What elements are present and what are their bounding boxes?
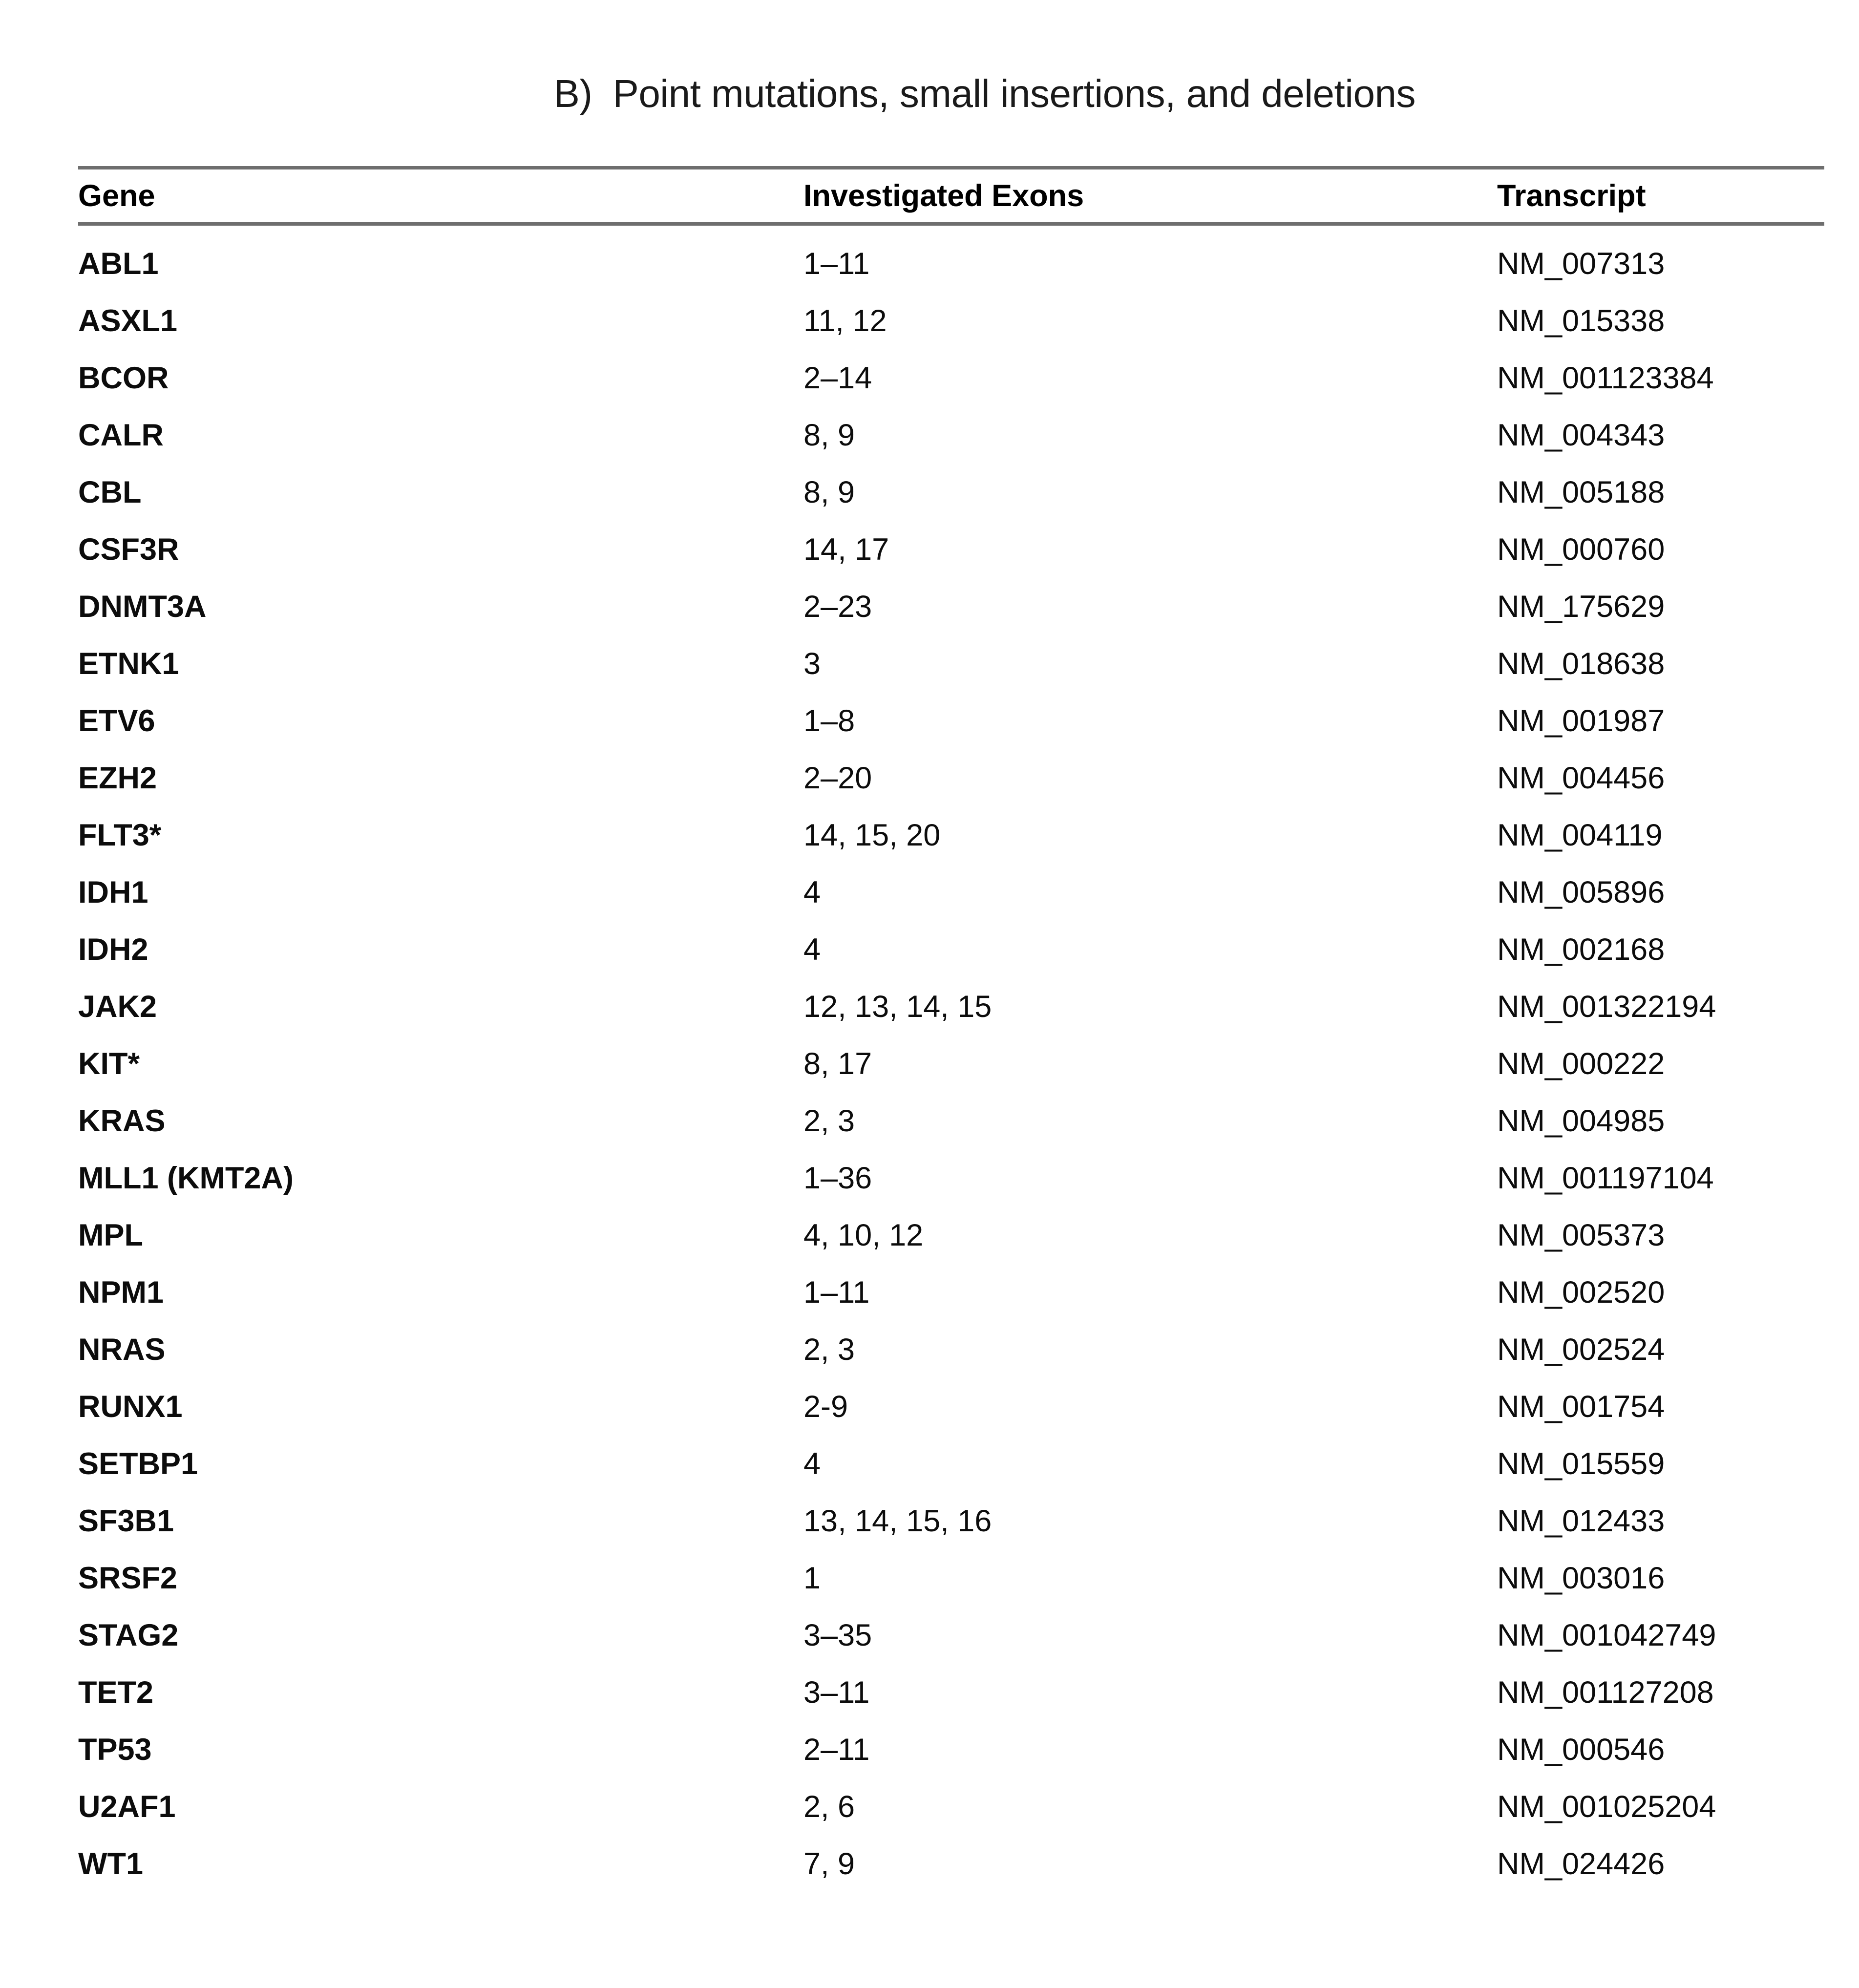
cell-transcript: NM_175629 bbox=[1497, 590, 1665, 624]
cell-transcript: NM_000546 bbox=[1497, 1733, 1665, 1767]
cell-transcript: NM_005373 bbox=[1497, 1218, 1665, 1252]
cell-transcript: NM_012433 bbox=[1497, 1504, 1665, 1538]
table-row bbox=[78, 864, 1824, 921]
table-body bbox=[78, 224, 1824, 1893]
cell-investigated-exons: 2–20 bbox=[803, 761, 872, 795]
cell-transcript: NM_024426 bbox=[1497, 1847, 1665, 1881]
table-row bbox=[78, 1836, 1824, 1893]
cell-investigated-exons: 1–36 bbox=[803, 1161, 872, 1195]
cell-gene: NRAS bbox=[78, 1332, 166, 1367]
cell-investigated-exons: 12, 13, 14, 15 bbox=[803, 990, 992, 1024]
column-header-gene: Gene bbox=[78, 179, 155, 213]
cell-investigated-exons: 8, 9 bbox=[803, 418, 855, 452]
cell-gene: SETBP1 bbox=[78, 1447, 198, 1481]
table-row bbox=[78, 1664, 1824, 1721]
cell-investigated-exons: 3–35 bbox=[803, 1618, 872, 1652]
table-header-row bbox=[78, 168, 1824, 224]
cell-transcript: NM_000760 bbox=[1497, 532, 1665, 567]
cell-gene: EZH2 bbox=[78, 761, 157, 795]
cell-transcript: NM_007313 bbox=[1497, 247, 1665, 281]
table-row bbox=[78, 464, 1824, 521]
cell-transcript: NM_002524 bbox=[1497, 1332, 1665, 1367]
table-row bbox=[78, 578, 1824, 635]
cell-gene: KIT* bbox=[78, 1047, 140, 1081]
cell-investigated-exons: 2–23 bbox=[803, 590, 872, 624]
cell-investigated-exons: 2-9 bbox=[803, 1390, 848, 1424]
cell-gene: NPM1 bbox=[78, 1275, 164, 1310]
table-header bbox=[78, 168, 1824, 224]
cell-transcript: NM_015559 bbox=[1497, 1447, 1665, 1481]
table-row bbox=[78, 635, 1824, 693]
table-row bbox=[78, 1607, 1824, 1664]
cell-investigated-exons: 1–11 bbox=[803, 1275, 870, 1310]
cell-investigated-exons: 8, 9 bbox=[803, 475, 855, 509]
cell-investigated-exons: 1 bbox=[803, 1561, 821, 1595]
cell-gene: BCOR bbox=[78, 361, 169, 395]
cell-investigated-exons: 4 bbox=[803, 875, 821, 909]
table-row bbox=[78, 1150, 1824, 1207]
table-row bbox=[78, 807, 1824, 864]
cell-gene: SRSF2 bbox=[78, 1561, 178, 1595]
gene-panel-table-container bbox=[78, 166, 1824, 1893]
cell-transcript: NM_000222 bbox=[1497, 1047, 1665, 1081]
cell-transcript: NM_001322194 bbox=[1497, 990, 1716, 1024]
cell-transcript: NM_004456 bbox=[1497, 761, 1665, 795]
cell-transcript: NM_015338 bbox=[1497, 304, 1665, 338]
cell-gene: SF3B1 bbox=[78, 1504, 174, 1538]
cell-investigated-exons: 2, 6 bbox=[803, 1790, 855, 1824]
cell-transcript: NM_004985 bbox=[1497, 1104, 1665, 1138]
table-row bbox=[78, 224, 1824, 293]
table-row bbox=[78, 693, 1824, 750]
table-row bbox=[78, 1778, 1824, 1836]
cell-transcript: NM_005188 bbox=[1497, 475, 1665, 509]
cell-transcript: NM_001754 bbox=[1497, 1390, 1665, 1424]
cell-transcript: NM_005896 bbox=[1497, 875, 1665, 909]
cell-gene: IDH1 bbox=[78, 875, 148, 909]
column-header-investigated-exons: Investigated Exons bbox=[803, 179, 1084, 213]
cell-gene: CSF3R bbox=[78, 532, 179, 567]
cell-gene: MLL1 (KMT2A) bbox=[78, 1161, 294, 1195]
cell-gene: JAK2 bbox=[78, 990, 157, 1024]
cell-transcript: NM_001987 bbox=[1497, 704, 1665, 738]
table-row bbox=[78, 1036, 1824, 1093]
cell-gene: TP53 bbox=[78, 1733, 152, 1767]
cell-transcript: NM_001123384 bbox=[1497, 361, 1714, 395]
cell-gene: KRAS bbox=[78, 1104, 166, 1138]
cell-investigated-exons: 2, 3 bbox=[803, 1332, 855, 1367]
cell-investigated-exons: 2–11 bbox=[803, 1733, 870, 1767]
cell-gene: IDH2 bbox=[78, 932, 148, 967]
cell-transcript: NM_001042749 bbox=[1497, 1618, 1716, 1652]
cell-gene: ETNK1 bbox=[78, 647, 179, 681]
table-row bbox=[78, 978, 1824, 1036]
cell-transcript: NM_002168 bbox=[1497, 932, 1665, 967]
cell-investigated-exons: 1–8 bbox=[803, 704, 855, 738]
cell-transcript: NM_004343 bbox=[1497, 418, 1665, 452]
cell-gene: STAG2 bbox=[78, 1618, 179, 1652]
cell-investigated-exons: 7, 9 bbox=[803, 1847, 855, 1881]
table-row bbox=[78, 1436, 1824, 1493]
cell-transcript: NM_002520 bbox=[1497, 1275, 1665, 1310]
table-row bbox=[78, 1093, 1824, 1150]
cell-investigated-exons: 4, 10, 12 bbox=[803, 1218, 924, 1252]
cell-investigated-exons: 1–11 bbox=[803, 247, 870, 281]
cell-transcript: NM_001197104 bbox=[1497, 1161, 1714, 1195]
cell-gene: DNMT3A bbox=[78, 590, 207, 624]
cell-gene: ABL1 bbox=[78, 247, 159, 281]
table-row bbox=[78, 1321, 1824, 1378]
cell-investigated-exons: 14, 17 bbox=[803, 532, 889, 567]
panel-title-text: Point mutations, small insertions, and deletions bbox=[613, 72, 1415, 115]
cell-gene: RUNX1 bbox=[78, 1390, 183, 1424]
cell-investigated-exons: 3 bbox=[803, 647, 821, 681]
panel-letter: B) bbox=[553, 72, 592, 115]
cell-gene: U2AF1 bbox=[78, 1790, 176, 1824]
table-row bbox=[78, 1493, 1824, 1550]
table-row bbox=[78, 1264, 1824, 1321]
table-row bbox=[78, 350, 1824, 407]
table-row bbox=[78, 521, 1824, 578]
cell-gene: FLT3* bbox=[78, 818, 162, 852]
cell-investigated-exons: 11, 12 bbox=[803, 304, 887, 338]
table-row bbox=[78, 1207, 1824, 1264]
cell-investigated-exons: 8, 17 bbox=[803, 1047, 872, 1081]
cell-gene: TET2 bbox=[78, 1675, 154, 1710]
column-header-transcript: Transcript bbox=[1497, 179, 1646, 213]
cell-investigated-exons: 2–14 bbox=[803, 361, 872, 395]
cell-transcript: NM_003016 bbox=[1497, 1561, 1665, 1595]
table-row bbox=[78, 1378, 1824, 1436]
cell-gene: ETV6 bbox=[78, 704, 155, 738]
cell-investigated-exons: 14, 15, 20 bbox=[803, 818, 941, 852]
panel-heading bbox=[532, 35, 1415, 113]
table-row bbox=[78, 921, 1824, 978]
cell-transcript: NM_004119 bbox=[1497, 818, 1663, 852]
cell-investigated-exons: 3–11 bbox=[803, 1675, 870, 1710]
cell-investigated-exons: 13, 14, 15, 16 bbox=[803, 1504, 992, 1538]
cell-transcript: NM_001127208 bbox=[1497, 1675, 1714, 1710]
cell-investigated-exons: 2, 3 bbox=[803, 1104, 855, 1138]
gene-panel-table bbox=[78, 166, 1824, 1893]
table-row bbox=[78, 750, 1824, 807]
cell-investigated-exons: 4 bbox=[803, 932, 821, 967]
table-row bbox=[78, 1721, 1824, 1778]
table-row bbox=[78, 293, 1824, 350]
cell-transcript: NM_018638 bbox=[1497, 647, 1665, 681]
table-row bbox=[78, 1550, 1824, 1607]
cell-transcript: NM_001025204 bbox=[1497, 1790, 1716, 1824]
cell-gene: CBL bbox=[78, 475, 142, 509]
cell-gene: MPL bbox=[78, 1218, 143, 1252]
cell-gene: CALR bbox=[78, 418, 164, 452]
cell-investigated-exons: 4 bbox=[803, 1447, 821, 1481]
cell-gene: WT1 bbox=[78, 1847, 143, 1881]
table-row bbox=[78, 407, 1824, 464]
cell-gene: ASXL1 bbox=[78, 304, 178, 338]
